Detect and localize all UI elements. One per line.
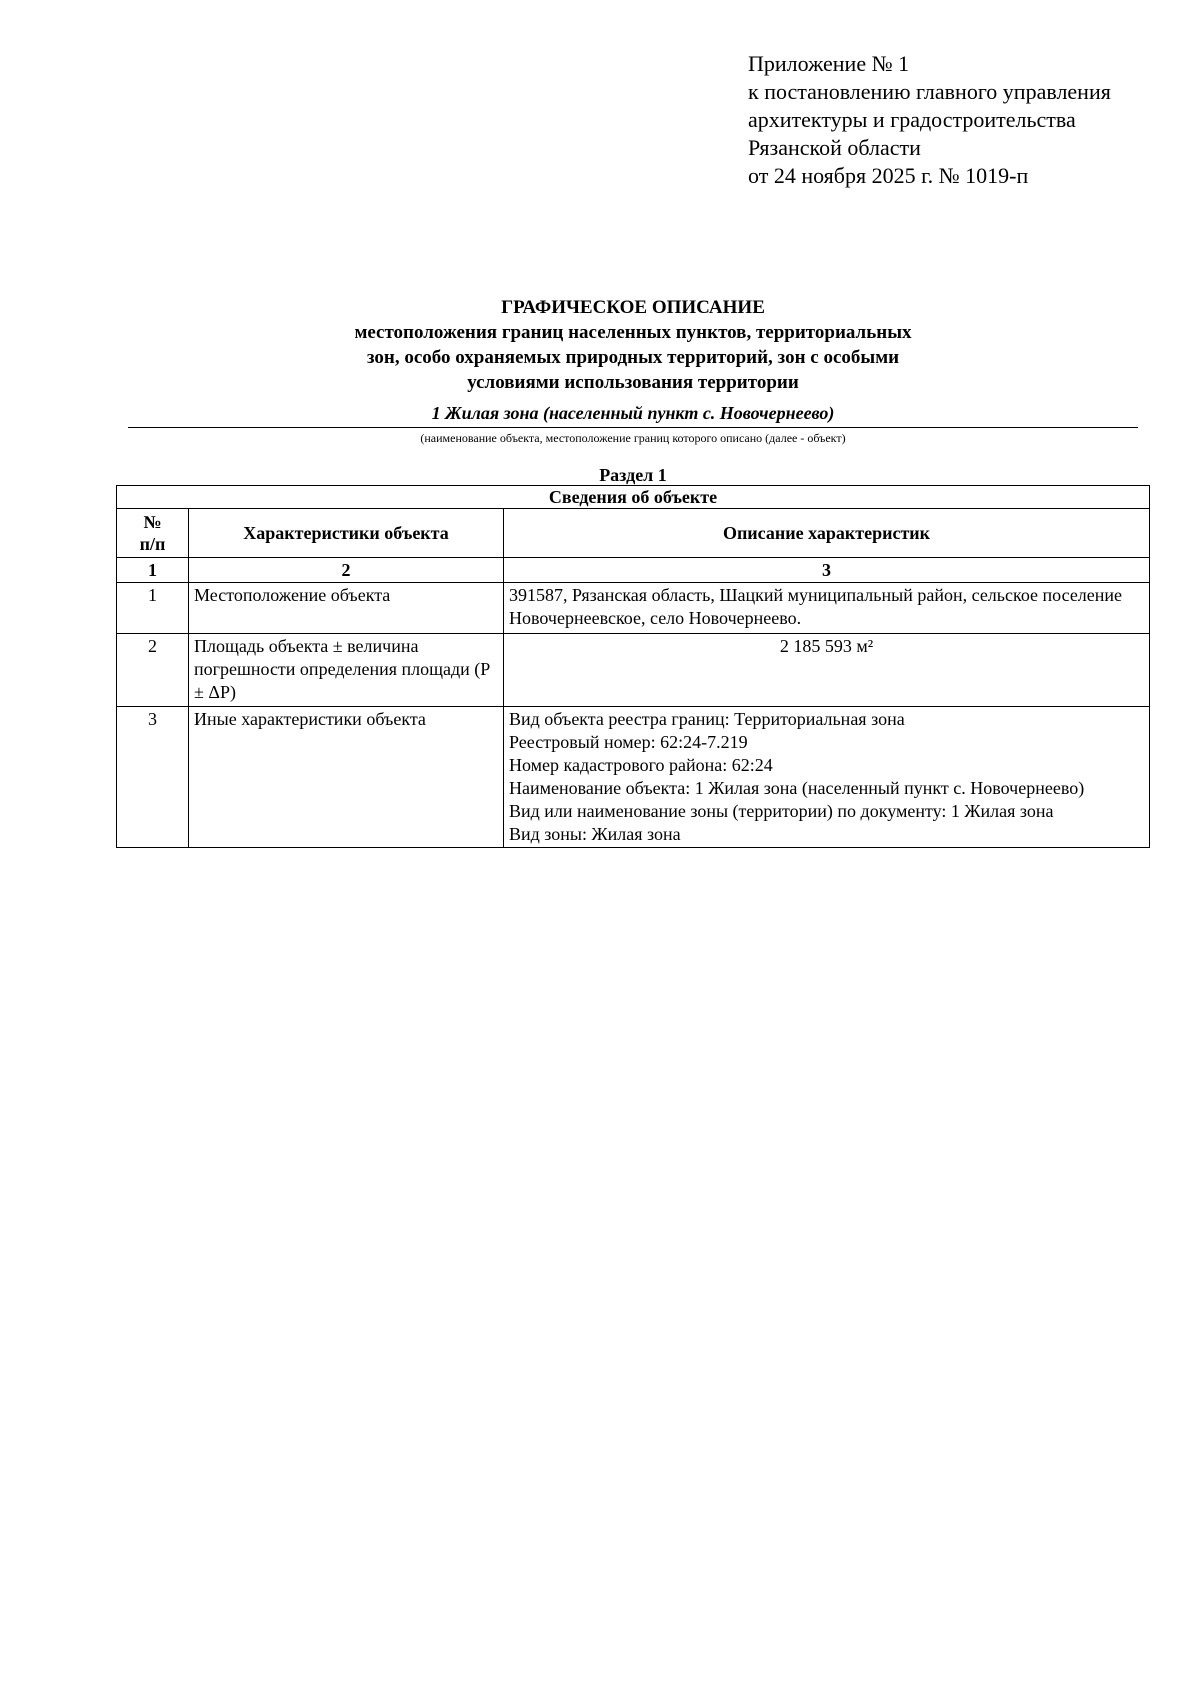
table-row <box>117 707 1150 848</box>
document-title <box>128 295 1138 395</box>
table-header-row <box>117 509 1150 558</box>
detail-line: Вид зоны: Жилая зона <box>509 824 681 844</box>
row-details <box>504 707 1150 848</box>
row-value: 2 185 593 м² <box>504 634 1150 707</box>
title-subtitle-line: зон, особо охраняемых природных территорий, зон с особыми <box>366 347 900 368</box>
header-num-line: № <box>143 512 162 532</box>
index-cell: 1 <box>117 558 189 583</box>
appendix-line: от 24 ноября 2025 г. № 1019-п <box>748 163 1029 188</box>
title-main: ГРАФИЧЕСКОЕ ОПИСАНИЕ <box>501 297 765 318</box>
appendix-line: к постановлению главного управления <box>748 79 1111 104</box>
header-characteristics: Характеристики объекта <box>189 509 504 558</box>
object-info-table <box>116 485 1150 848</box>
title-subtitle-line: условиями использования территории <box>467 372 799 393</box>
detail-line: Реестровый номер: 62:24-7.219 <box>509 732 748 752</box>
row-name: Местоположение объекта <box>189 583 504 634</box>
table-caption-row <box>117 486 1150 509</box>
header-num-line: п/п <box>139 534 166 554</box>
table-row <box>117 583 1150 634</box>
appendix-line: Рязанской области <box>748 135 921 160</box>
object-name: 1 Жилая зона (населенный пункт с. Новочернеево) <box>431 403 835 423</box>
table-caption: Сведения об объекте <box>117 486 1150 509</box>
object-name-underline <box>128 427 1138 428</box>
detail-line: Вид или наименование зоны (территории) по документу: 1 Жилая зона <box>509 801 1054 821</box>
detail-line: Вид объекта реестра границ: Территориальная зона <box>509 709 905 729</box>
table-index-row <box>117 558 1150 583</box>
row-value: 391587, Рязанская область, Шацкий муниципальный район, сельское поселение Новочернеевское, село Новочернеево. <box>504 583 1150 634</box>
table-row <box>117 634 1150 707</box>
row-number: 2 <box>117 634 189 707</box>
header-num <box>117 509 189 558</box>
row-number: 1 <box>117 583 189 634</box>
detail-line: Наименование объекта: 1 Жилая зона (населенный пункт с. Новочернеево) <box>509 778 1085 798</box>
index-cell: 3 <box>504 558 1150 583</box>
appendix-header <box>748 50 1178 190</box>
section-title: Раздел 1 <box>599 465 667 485</box>
appendix-line: архитектуры и градостроительства <box>748 107 1076 132</box>
detail-line: Номер кадастрового района: 62:24 <box>509 755 773 775</box>
appendix-line: Приложение № 1 <box>748 51 910 76</box>
header-description: Описание характеристик <box>504 509 1150 558</box>
index-cell: 2 <box>189 558 504 583</box>
title-subtitle-line: местоположения границ населенных пунктов, территориальных <box>354 322 912 343</box>
row-number: 3 <box>117 707 189 848</box>
row-name: Иные характеристики объекта <box>189 707 504 848</box>
object-caption: (наименование объекта, местоположение границ которого описано (далее - объект) <box>420 431 846 445</box>
row-name: Площадь объекта ± величина погрешности определения площади (Р ± ΔР) <box>189 634 504 707</box>
